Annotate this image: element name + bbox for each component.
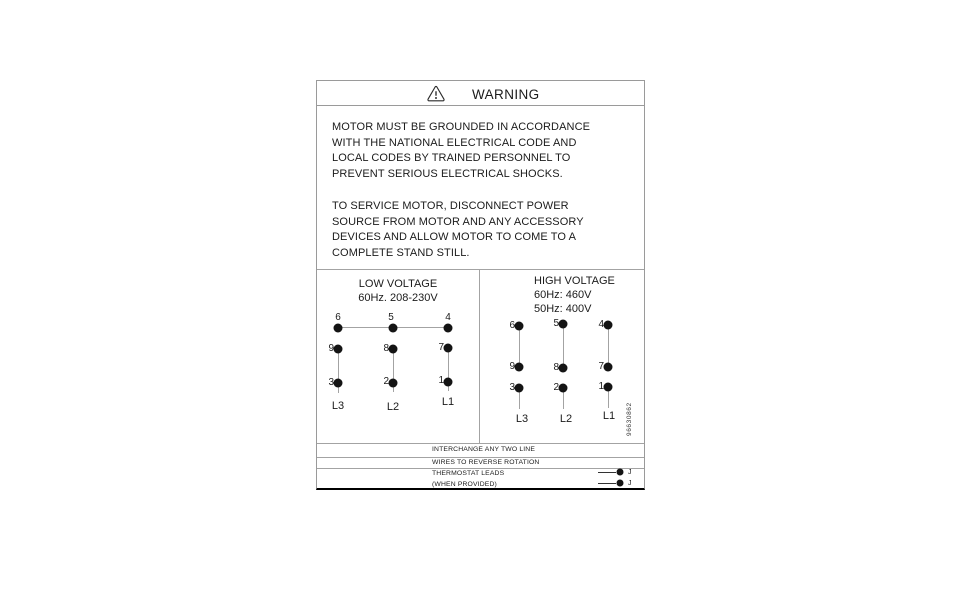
thermostat-lead-line-1 [598,472,616,473]
service-line-3: DEVICES AND ALLOW MOTOR TO COME TO A [332,231,577,244]
low-voltage-heading [317,277,479,305]
grounding-line-3: LOCAL CODES BY TRAINED PERSONNEL TO [332,152,571,165]
low-terminal-3-dot [334,379,343,388]
note-thermostat-line-2: (WHEN PROVIDED) [432,481,497,488]
high-voltage-subtitle-50hz: 50Hz: 400V [534,303,592,315]
thermostat-lead-dot-1 [617,469,624,476]
thermostat-lead-line-2 [598,483,616,484]
low-terminal-1-dot [444,378,453,387]
low-terminal-9-label: 9 [328,343,334,354]
notes-row-divider-2 [317,468,644,469]
service-line-1: TO SERVICE MOTOR, DISCONNECT POWER [332,200,569,212]
high-lead-l3-label: L3 [515,413,529,425]
low-lead-l2-label: L2 [386,401,400,413]
low-terminal-4-label: 4 [445,312,451,323]
low-voltage-title: LOW VOLTAGE [358,278,438,290]
high-link-6-9 [519,326,520,367]
high-terminal-1-label: 1 [598,381,604,392]
warning-header [317,81,644,106]
low-terminal-6-dot [334,324,343,333]
low-terminal-2-label: 2 [383,376,389,387]
high-terminal-7-label: 7 [598,361,604,372]
warning-triangle-icon [427,85,445,102]
high-terminal-6-label: 6 [509,320,515,331]
low-terminal-9-dot [334,345,343,354]
warning-title: WARNING [472,87,540,102]
high-terminal-5-label: 5 [553,318,559,329]
low-lead-l1-label: L1 [441,396,455,408]
grounding-paragraph [332,120,590,183]
low-lead-l3-label: L3 [331,400,345,412]
high-terminal-7-dot [604,363,613,372]
low-terminal-1-label: 1 [438,375,444,386]
low-terminal-7-label: 7 [438,342,444,353]
high-terminal-4-label: 4 [598,319,604,330]
high-terminal-3-label: 3 [509,382,515,393]
high-terminal-9-label: 9 [509,361,515,372]
high-lead-l1-label: L1 [602,410,616,422]
high-terminal-6-dot [515,322,524,331]
low-terminal-5-dot [389,324,398,333]
high-link-5-8 [563,324,564,368]
high-terminal-2-label: 2 [553,382,559,393]
low-voltage-subtitle: 60Hz. 208-230V [358,292,438,304]
note-thermostat-line-1: THERMOSTAT LEADS [432,470,505,477]
low-terminal-4-dot [444,324,453,333]
high-terminal-2-dot [559,384,568,393]
low-terminal-8-dot [389,345,398,354]
thermostat-lead-j-label-1: J [628,469,632,476]
high-terminal-8-dot [559,364,568,373]
motor-warning-label [316,80,645,490]
text-section-divider [317,269,644,270]
diagram-section-divider [317,443,644,444]
low-terminal-8-label: 8 [383,343,389,354]
thermostat-lead-j-label-2: J [628,480,632,487]
note-interchange-line-1: INTERCHANGE ANY TWO LINE [432,446,536,453]
high-voltage-title: HIGH VOLTAGE [534,275,615,287]
high-terminal-4-dot [604,321,613,330]
grounding-line-2: WITH THE NATIONAL ELECTRICAL CODE AND [332,136,577,149]
high-link-4-7 [608,325,609,367]
note-interchange-line-2: WIRES TO REVERSE ROTATION [432,459,540,466]
notes-row-divider-1 [317,457,644,458]
high-terminal-5-dot [559,320,568,329]
low-terminal-3-label: 3 [328,377,334,388]
high-voltage-subtitle-60hz: 60Hz: 460V [534,289,592,301]
service-line-4: COMPLETE STAND STILL. [332,247,470,260]
low-terminal-7-dot [444,344,453,353]
voltage-column-divider [479,269,480,443]
part-number: 96630862 [626,402,633,436]
high-lead-l2-label: L2 [559,413,573,425]
low-terminal-2-dot [389,379,398,388]
grounding-line-1: MOTOR MUST BE GROUNDED IN ACCORDANCE [332,121,591,133]
thermostat-lead-dot-2 [617,480,624,487]
high-terminal-1-dot [604,383,613,392]
grounding-line-4: PREVENT SERIOUS ELECTRICAL SHOCKS. [332,168,563,181]
high-terminal-9-dot [515,363,524,372]
high-terminal-3-dot [515,384,524,393]
service-paragraph [332,199,584,262]
low-terminal-6-label: 6 [335,312,341,323]
high-terminal-8-label: 8 [553,362,559,373]
service-line-2: SOURCE FROM MOTOR AND ANY ACCESSORY [332,215,584,228]
high-voltage-heading [534,274,615,316]
low-terminal-5-label: 5 [388,312,394,323]
